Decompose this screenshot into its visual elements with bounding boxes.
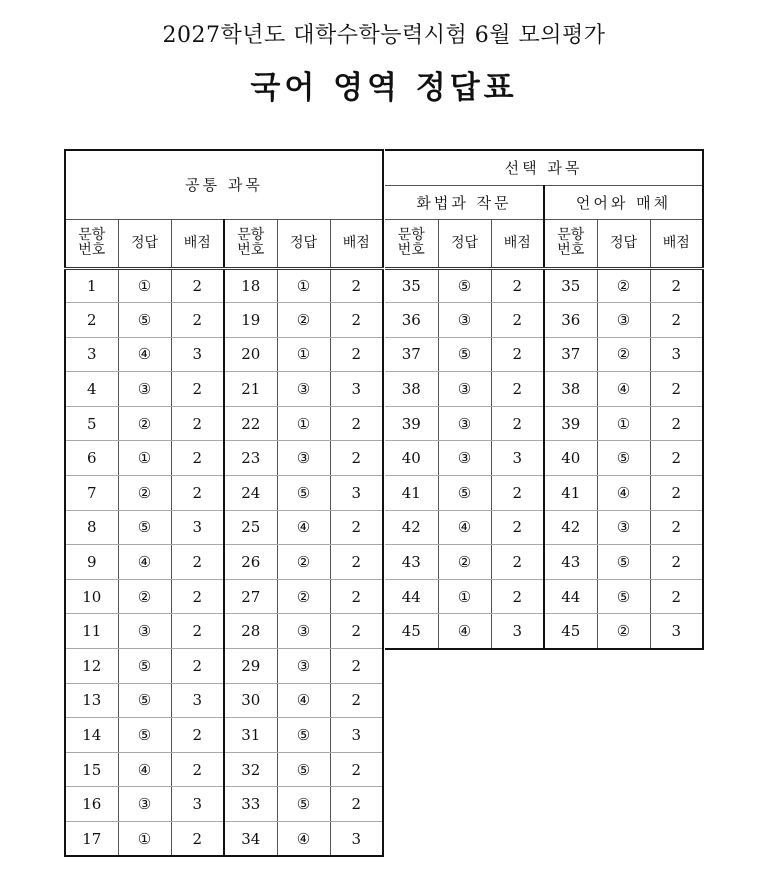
points-cell: 2 — [650, 545, 703, 580]
points-cell: 2 — [491, 337, 544, 372]
table-row — [385, 268, 703, 303]
question-number-cell: 26 — [224, 545, 277, 580]
table-row — [65, 787, 383, 822]
points-cell: 2 — [330, 579, 383, 614]
points-cell: 3 — [330, 822, 383, 857]
answer-cell: ④ — [277, 683, 330, 718]
answer-cell: ② — [118, 579, 171, 614]
answer-cell: ② — [118, 476, 171, 511]
answer-cell: ③ — [277, 441, 330, 476]
points-cell: 2 — [650, 406, 703, 441]
question-number-cell: 17 — [65, 822, 118, 857]
answer-cell: ③ — [277, 614, 330, 649]
points-header: 배점 — [491, 219, 544, 268]
points-cell: 2 — [650, 476, 703, 511]
table-row — [65, 268, 383, 303]
answer-cell: ① — [277, 268, 330, 303]
points-cell: 2 — [330, 752, 383, 787]
points-cell: 2 — [330, 268, 383, 303]
answer-cell: ② — [118, 406, 171, 441]
answer-cell: ③ — [597, 303, 650, 338]
question-number-cell: 42 — [385, 510, 438, 545]
question-number-cell: 5 — [65, 406, 118, 441]
answer-cell: ⑤ — [597, 579, 650, 614]
points-cell: 2 — [650, 579, 703, 614]
question-number-cell: 39 — [385, 406, 438, 441]
points-cell: 2 — [171, 545, 224, 580]
speech-writing-header: 화법과 작문 — [385, 185, 544, 219]
points-cell: 2 — [491, 476, 544, 511]
points-cell: 2 — [171, 268, 224, 303]
question-number-cell: 1 — [65, 268, 118, 303]
points-cell: 2 — [171, 476, 224, 511]
answer-cell: ② — [597, 614, 650, 649]
answer-cell: ① — [118, 441, 171, 476]
points-cell: 3 — [650, 614, 703, 649]
points-cell: 3 — [330, 372, 383, 407]
question-number-cell: 38 — [385, 372, 438, 407]
points-cell: 2 — [171, 822, 224, 857]
table-row — [385, 614, 703, 649]
answer-cell: ③ — [438, 372, 491, 407]
question-number-header: 문항 번호 — [65, 219, 118, 268]
answer-cell: ② — [277, 303, 330, 338]
answer-header: 정답 — [597, 219, 650, 268]
question-number-cell: 33 — [224, 787, 277, 822]
points-cell: 2 — [650, 510, 703, 545]
points-cell: 2 — [330, 545, 383, 580]
points-cell: 3 — [330, 718, 383, 753]
question-number-cell: 6 — [65, 441, 118, 476]
answer-cell: ④ — [597, 372, 650, 407]
points-cell: 2 — [330, 683, 383, 718]
answer-cell: ⑤ — [597, 545, 650, 580]
answer-cell: ⑤ — [118, 649, 171, 684]
points-header: 배점 — [171, 219, 224, 268]
question-number-cell: 38 — [544, 372, 597, 407]
answer-cell: ③ — [118, 372, 171, 407]
table-row — [385, 545, 703, 580]
table-row — [65, 579, 383, 614]
question-number-cell: 35 — [544, 268, 597, 303]
answer-cell: ② — [277, 579, 330, 614]
question-number-cell: 21 — [224, 372, 277, 407]
points-cell: 3 — [330, 476, 383, 511]
answer-cell: ③ — [438, 406, 491, 441]
table-row — [65, 510, 383, 545]
points-cell: 3 — [491, 441, 544, 476]
points-cell: 2 — [171, 406, 224, 441]
points-cell: 2 — [650, 441, 703, 476]
question-number-cell: 11 — [65, 614, 118, 649]
answer-cell: ⑤ — [277, 787, 330, 822]
answer-cell: ④ — [118, 545, 171, 580]
table-row — [385, 337, 703, 372]
question-number-header: 문항 번호 — [544, 219, 597, 268]
exam-subtitle: 2027학년도 대학수학능력시험 6월 모의평가 — [162, 23, 606, 48]
answer-cell: ① — [277, 406, 330, 441]
table-row — [385, 579, 703, 614]
question-number-cell: 23 — [224, 441, 277, 476]
answer-header: 정답 — [118, 219, 171, 268]
question-number-cell: 41 — [385, 476, 438, 511]
answer-cell: ⑤ — [277, 752, 330, 787]
points-cell: 2 — [330, 441, 383, 476]
question-number-cell: 30 — [224, 683, 277, 718]
points-cell: 2 — [330, 614, 383, 649]
answer-cell: ③ — [277, 649, 330, 684]
answer-cell: ⑤ — [438, 337, 491, 372]
answer-cell: ③ — [438, 303, 491, 338]
answer-cell: ⑤ — [277, 476, 330, 511]
table-row — [385, 441, 703, 476]
question-number-cell: 19 — [224, 303, 277, 338]
points-cell: 2 — [171, 614, 224, 649]
answer-cell: ③ — [597, 510, 650, 545]
points-cell: 2 — [330, 649, 383, 684]
question-number-header: 문항 번호 — [385, 219, 438, 268]
question-number-cell: 8 — [65, 510, 118, 545]
question-number-cell: 44 — [385, 579, 438, 614]
table-row — [385, 303, 703, 338]
question-number-cell: 40 — [385, 441, 438, 476]
points-cell: 2 — [171, 303, 224, 338]
points-cell: 2 — [650, 372, 703, 407]
points-cell: 2 — [491, 510, 544, 545]
answer-cell: ③ — [118, 787, 171, 822]
answer-header: 정답 — [277, 219, 330, 268]
question-number-cell: 3 — [65, 337, 118, 372]
table-row — [65, 303, 383, 338]
question-number-cell: 45 — [544, 614, 597, 649]
question-number-cell: 32 — [224, 752, 277, 787]
answer-cell: ④ — [277, 510, 330, 545]
points-header: 배점 — [330, 219, 383, 268]
answer-cell: ① — [277, 337, 330, 372]
table-row — [385, 510, 703, 545]
points-cell: 2 — [330, 510, 383, 545]
answer-cell: ② — [597, 268, 650, 303]
question-number-cell: 18 — [224, 268, 277, 303]
question-number-cell: 13 — [65, 683, 118, 718]
elective-subject-header: 선택 과목 — [385, 150, 703, 185]
table-row — [65, 476, 383, 511]
answer-cell: ① — [438, 579, 491, 614]
elective-subject-table — [385, 149, 704, 650]
points-cell: 2 — [171, 372, 224, 407]
answer-cell: ⑤ — [118, 303, 171, 338]
answer-cell: ⑤ — [118, 718, 171, 753]
question-number-cell: 12 — [65, 649, 118, 684]
points-cell: 2 — [491, 406, 544, 441]
points-cell: 3 — [491, 614, 544, 649]
question-number-cell: 35 — [385, 268, 438, 303]
question-number-cell: 36 — [544, 303, 597, 338]
points-cell: 2 — [491, 545, 544, 580]
question-number-cell: 43 — [544, 545, 597, 580]
table-row — [65, 752, 383, 787]
table-row — [65, 545, 383, 580]
points-cell: 2 — [171, 649, 224, 684]
points-cell: 2 — [330, 337, 383, 372]
question-number-cell: 16 — [65, 787, 118, 822]
points-cell: 2 — [491, 579, 544, 614]
question-number-cell: 27 — [224, 579, 277, 614]
points-cell: 3 — [171, 683, 224, 718]
points-cell: 2 — [650, 268, 703, 303]
question-number-cell: 24 — [224, 476, 277, 511]
answer-cell: ② — [597, 337, 650, 372]
points-cell: 2 — [491, 372, 544, 407]
answer-cell: ① — [118, 822, 171, 857]
answer-cell: ⑤ — [438, 268, 491, 303]
points-cell: 2 — [171, 579, 224, 614]
points-header: 배점 — [650, 219, 703, 268]
points-cell: 2 — [330, 787, 383, 822]
question-number-cell: 39 — [544, 406, 597, 441]
language-media-header: 언어와 매체 — [544, 185, 703, 219]
page-title: 국어 영역 정답표 — [250, 70, 518, 106]
table-row — [65, 718, 383, 753]
question-number-cell: 36 — [385, 303, 438, 338]
points-cell: 3 — [650, 337, 703, 372]
question-number-cell: 10 — [65, 579, 118, 614]
answer-cell: ③ — [438, 441, 491, 476]
question-number-cell: 14 — [65, 718, 118, 753]
question-number-cell: 7 — [65, 476, 118, 511]
points-cell: 2 — [650, 303, 703, 338]
question-number-cell: 29 — [224, 649, 277, 684]
table-row — [65, 683, 383, 718]
points-cell: 3 — [171, 337, 224, 372]
question-number-cell: 25 — [224, 510, 277, 545]
answer-cell: ⑤ — [438, 476, 491, 511]
answer-cell: ④ — [597, 476, 650, 511]
table-row — [65, 406, 383, 441]
table-row — [65, 441, 383, 476]
question-number-cell: 20 — [224, 337, 277, 372]
question-number-cell: 45 — [385, 614, 438, 649]
points-cell: 2 — [171, 718, 224, 753]
table-row — [65, 372, 383, 407]
answer-cell: ② — [438, 545, 491, 580]
points-cell: 2 — [171, 752, 224, 787]
table-row — [385, 372, 703, 407]
table-row — [385, 406, 703, 441]
answer-cell: ① — [118, 268, 171, 303]
table-row — [385, 476, 703, 511]
points-cell: 3 — [171, 787, 224, 822]
answer-cell: ④ — [438, 510, 491, 545]
answer-cell: ④ — [277, 822, 330, 857]
question-number-cell: 37 — [544, 337, 597, 372]
question-number-header: 문항 번호 — [224, 219, 277, 268]
answer-cell: ③ — [277, 372, 330, 407]
question-number-cell: 28 — [224, 614, 277, 649]
question-number-cell: 15 — [65, 752, 118, 787]
answer-cell: ② — [277, 545, 330, 580]
common-subject-header: 공통 과목 — [65, 150, 383, 219]
question-number-cell: 9 — [65, 545, 118, 580]
question-number-cell: 44 — [544, 579, 597, 614]
question-number-cell: 41 — [544, 476, 597, 511]
points-cell: 2 — [330, 303, 383, 338]
table-row — [65, 337, 383, 372]
points-cell: 2 — [491, 268, 544, 303]
answer-cell: ① — [597, 406, 650, 441]
points-cell: 2 — [491, 303, 544, 338]
answer-cell: ③ — [118, 614, 171, 649]
answer-cell: ⑤ — [277, 718, 330, 753]
question-number-cell: 4 — [65, 372, 118, 407]
question-number-cell: 43 — [385, 545, 438, 580]
question-number-cell: 37 — [385, 337, 438, 372]
question-number-cell: 42 — [544, 510, 597, 545]
table-row — [65, 822, 383, 857]
points-cell: 3 — [171, 510, 224, 545]
answer-header: 정답 — [438, 219, 491, 268]
question-number-cell: 34 — [224, 822, 277, 857]
question-number-cell: 31 — [224, 718, 277, 753]
answer-cell: ⑤ — [597, 441, 650, 476]
table-row — [65, 614, 383, 649]
question-number-cell: 40 — [544, 441, 597, 476]
points-cell: 2 — [330, 406, 383, 441]
question-number-cell: 2 — [65, 303, 118, 338]
answer-cell: ④ — [118, 337, 171, 372]
question-number-cell: 22 — [224, 406, 277, 441]
answer-cell: ⑤ — [118, 683, 171, 718]
answer-cell: ④ — [438, 614, 491, 649]
table-row — [65, 649, 383, 684]
points-cell: 2 — [171, 441, 224, 476]
answer-cell: ⑤ — [118, 510, 171, 545]
common-subject-table — [64, 149, 384, 857]
answer-cell: ④ — [118, 752, 171, 787]
